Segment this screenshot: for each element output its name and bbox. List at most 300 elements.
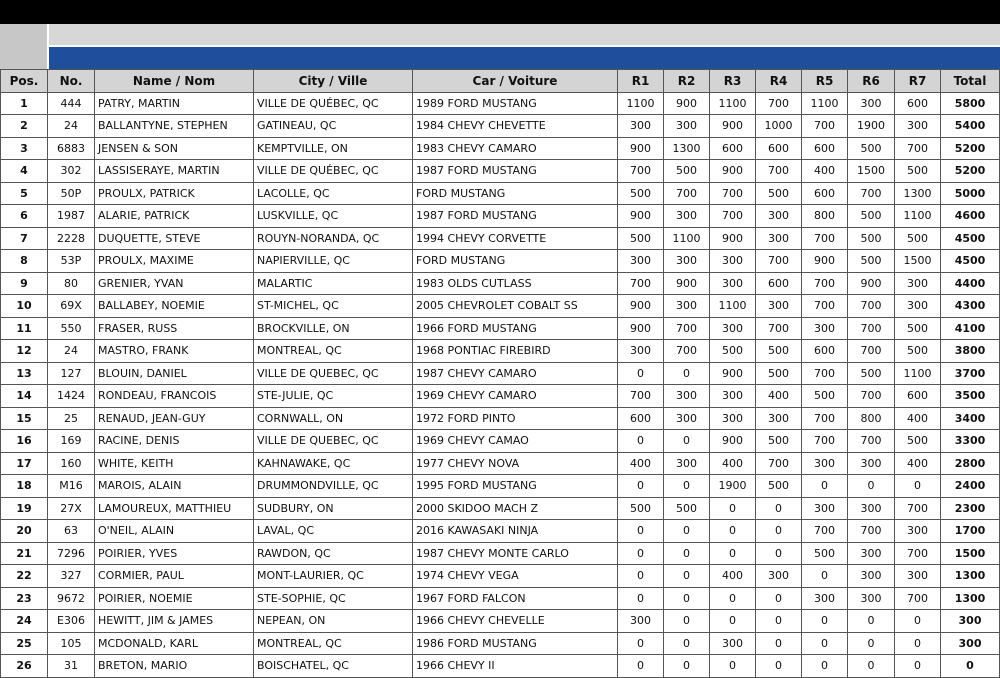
table-row[interactable]	[1, 632, 1000, 655]
r2-cell: 300	[664, 205, 710, 228]
table-row[interactable]	[1, 542, 1000, 565]
r5-cell: 1100	[802, 92, 848, 115]
r1-cell: 0	[618, 655, 664, 678]
number-cell: 31	[48, 655, 95, 678]
number-cell: E306	[48, 610, 95, 633]
number-cell: 50P	[48, 182, 95, 205]
table-row[interactable]	[1, 655, 1000, 678]
r4-cell: 600	[756, 272, 802, 295]
table-row[interactable]	[1, 362, 1000, 385]
table-row[interactable]	[1, 475, 1000, 498]
table-row[interactable]	[1, 205, 1000, 228]
r4-cell: 700	[756, 92, 802, 115]
r2-cell: 0	[664, 610, 710, 633]
r6-cell: 700	[848, 182, 895, 205]
car-cell: 1989 FORD MUSTANG	[413, 92, 618, 115]
r6-cell: 500	[848, 137, 895, 160]
col-header-r7[interactable]: R7	[895, 70, 941, 93]
r1-cell: 700	[618, 272, 664, 295]
total-cell: 5400	[941, 115, 1000, 138]
r2-cell: 700	[664, 317, 710, 340]
r4-cell: 500	[756, 362, 802, 385]
r3-cell: 900	[710, 160, 756, 183]
r4-cell: 0	[756, 587, 802, 610]
r6-cell: 800	[848, 407, 895, 430]
name-cell: DUQUETTE, STEVE	[95, 227, 254, 250]
pos-cell: 3	[1, 137, 48, 160]
number-cell: 24	[48, 115, 95, 138]
r6-cell: 300	[848, 542, 895, 565]
r1-cell: 0	[618, 475, 664, 498]
name-cell: PROULX, MAXIME	[95, 250, 254, 273]
r7-cell: 500	[895, 340, 941, 363]
r7-cell: 300	[895, 272, 941, 295]
r3-cell: 1100	[710, 92, 756, 115]
city-cell: ROUYN-NORANDA, QC	[254, 227, 413, 250]
r7-cell: 1500	[895, 250, 941, 273]
r5-cell: 0	[802, 475, 848, 498]
r5-cell: 600	[802, 182, 848, 205]
r2-cell: 0	[664, 655, 710, 678]
car-cell: FORD MUSTANG	[413, 250, 618, 273]
city-cell: CORNWALL, ON	[254, 407, 413, 430]
number-cell: 9672	[48, 587, 95, 610]
r1-cell: 500	[618, 182, 664, 205]
r1-cell: 0	[618, 542, 664, 565]
r6-cell: 700	[848, 520, 895, 543]
r1-cell: 0	[618, 632, 664, 655]
r5-cell: 400	[802, 160, 848, 183]
r7-cell: 1100	[895, 205, 941, 228]
r6-cell: 500	[848, 250, 895, 273]
standings-body	[1, 92, 1000, 677]
table-row[interactable]	[1, 565, 1000, 588]
table-row[interactable]	[1, 272, 1000, 295]
r1-cell: 0	[618, 520, 664, 543]
r5-cell: 0	[802, 610, 848, 633]
r7-cell: 700	[895, 542, 941, 565]
number-cell: 63	[48, 520, 95, 543]
pos-cell: 24	[1, 610, 48, 633]
r1-cell: 300	[618, 250, 664, 273]
total-cell: 5800	[941, 92, 1000, 115]
city-cell: NAPIERVILLE, QC	[254, 250, 413, 273]
name-cell: ALARIE, PATRICK	[95, 205, 254, 228]
r5-cell: 700	[802, 407, 848, 430]
r2-cell: 0	[664, 587, 710, 610]
r1-cell: 900	[618, 137, 664, 160]
name-cell: LASSISERAYE, MARTIN	[95, 160, 254, 183]
pos-cell: 6	[1, 205, 48, 228]
pos-cell: 13	[1, 362, 48, 385]
number-cell: 302	[48, 160, 95, 183]
r2-cell: 1300	[664, 137, 710, 160]
name-cell: MCDONALD, KARL	[95, 632, 254, 655]
car-cell: 1984 CHEVY CHEVETTE	[413, 115, 618, 138]
table-row[interactable]	[1, 317, 1000, 340]
total-cell: 3300	[941, 430, 1000, 453]
table-row[interactable]	[1, 587, 1000, 610]
pos-cell: 7	[1, 227, 48, 250]
number-cell: 105	[48, 632, 95, 655]
r1-cell: 900	[618, 295, 664, 318]
name-cell: RENAUD, JEAN-GUY	[95, 407, 254, 430]
car-cell: 1983 OLDS CUTLASS	[413, 272, 618, 295]
r5-cell: 600	[802, 340, 848, 363]
r5-cell: 700	[802, 430, 848, 453]
pos-cell: 21	[1, 542, 48, 565]
col-header-r1[interactable]: R1	[618, 70, 664, 93]
pos-cell: 23	[1, 587, 48, 610]
pos-cell: 1	[1, 92, 48, 115]
number-cell: 160	[48, 452, 95, 475]
r2-cell: 0	[664, 520, 710, 543]
r2-cell: 300	[664, 115, 710, 138]
r2-cell: 900	[664, 272, 710, 295]
table-row[interactable]	[1, 115, 1000, 138]
r4-cell: 0	[756, 610, 802, 633]
total-cell: 1500	[941, 542, 1000, 565]
pos-cell: 8	[1, 250, 48, 273]
r5-cell: 700	[802, 520, 848, 543]
car-cell: 1977 CHEVY NOVA	[413, 452, 618, 475]
total-cell: 1700	[941, 520, 1000, 543]
r4-cell: 0	[756, 655, 802, 678]
table-row[interactable]	[1, 385, 1000, 408]
number-cell: 2228	[48, 227, 95, 250]
r2-cell: 0	[664, 542, 710, 565]
name-cell: POIRIER, YVES	[95, 542, 254, 565]
r4-cell: 500	[756, 340, 802, 363]
r2-cell: 300	[664, 407, 710, 430]
city-cell: DRUMMONDVILLE, QC	[254, 475, 413, 498]
r7-cell: 600	[895, 92, 941, 115]
r3-cell: 300	[710, 407, 756, 430]
r6-cell: 1900	[848, 115, 895, 138]
car-cell: 1972 FORD PINTO	[413, 407, 618, 430]
car-cell: 2000 SKIDOO MACH Z	[413, 497, 618, 520]
r1-cell: 500	[618, 227, 664, 250]
name-cell: JENSEN & SON	[95, 137, 254, 160]
name-cell: POIRIER, NOEMIE	[95, 587, 254, 610]
table-row[interactable]	[1, 182, 1000, 205]
col-header-r6[interactable]: R6	[848, 70, 895, 93]
r2-cell: 500	[664, 160, 710, 183]
number-cell: 169	[48, 430, 95, 453]
city-cell: BROCKVILLE, ON	[254, 317, 413, 340]
table-row[interactable]	[1, 520, 1000, 543]
city-cell: VILLE DE QUÉBEC, QC	[254, 160, 413, 183]
name-cell: BLOUIN, DANIEL	[95, 362, 254, 385]
r5-cell: 700	[802, 227, 848, 250]
number-cell: 24	[48, 340, 95, 363]
r4-cell: 300	[756, 565, 802, 588]
number-cell: 6883	[48, 137, 95, 160]
r7-cell: 700	[895, 497, 941, 520]
col-header-total[interactable]: Total	[941, 70, 1000, 93]
pos-cell: 25	[1, 632, 48, 655]
table-row[interactable]	[1, 295, 1000, 318]
number-cell: 127	[48, 362, 95, 385]
r4-cell: 500	[756, 430, 802, 453]
r4-cell: 500	[756, 182, 802, 205]
car-cell: 1987 CHEVY MONTE CARLO	[413, 542, 618, 565]
city-cell: ST-MICHEL, QC	[254, 295, 413, 318]
r5-cell: 0	[802, 632, 848, 655]
r1-cell: 300	[618, 340, 664, 363]
total-cell: 2800	[941, 452, 1000, 475]
city-cell: VILLE DE QUEBEC, QC	[254, 362, 413, 385]
r4-cell: 0	[756, 520, 802, 543]
blue-header-band	[49, 47, 1000, 69]
r7-cell: 600	[895, 385, 941, 408]
table-row[interactable]	[1, 452, 1000, 475]
r3-cell: 900	[710, 115, 756, 138]
r4-cell: 300	[756, 295, 802, 318]
car-cell: 1987 CHEVY CAMARO	[413, 362, 618, 385]
pos-cell: 22	[1, 565, 48, 588]
name-cell: CORMIER, PAUL	[95, 565, 254, 588]
subtitle-band	[49, 24, 1000, 45]
r5-cell: 600	[802, 137, 848, 160]
col-header-no[interactable]: No.	[48, 70, 95, 93]
r7-cell: 0	[895, 632, 941, 655]
r2-cell: 0	[664, 565, 710, 588]
r6-cell: 300	[848, 92, 895, 115]
table-row[interactable]	[1, 610, 1000, 633]
r3-cell: 0	[710, 587, 756, 610]
r2-cell: 300	[664, 385, 710, 408]
total-cell: 5200	[941, 160, 1000, 183]
r7-cell: 500	[895, 160, 941, 183]
r7-cell: 700	[895, 137, 941, 160]
r4-cell: 700	[756, 317, 802, 340]
r6-cell: 500	[848, 205, 895, 228]
city-cell: MONT-LAURIER, QC	[254, 565, 413, 588]
table-row[interactable]	[1, 497, 1000, 520]
r1-cell: 700	[618, 160, 664, 183]
col-header-r2[interactable]: R2	[664, 70, 710, 93]
total-cell: 2300	[941, 497, 1000, 520]
car-cell: 1969 CHEVY CAMARO	[413, 385, 618, 408]
r2-cell: 1100	[664, 227, 710, 250]
number-cell: 25	[48, 407, 95, 430]
city-cell: RAWDON, QC	[254, 542, 413, 565]
city-cell: MALARTIC	[254, 272, 413, 295]
corner-block	[0, 24, 47, 69]
car-cell: 1987 FORD MUSTANG	[413, 160, 618, 183]
car-cell: 2005 CHEVROLET COBALT SS	[413, 295, 618, 318]
car-cell: 1966 FORD MUSTANG	[413, 317, 618, 340]
pos-cell: 10	[1, 295, 48, 318]
total-cell: 4100	[941, 317, 1000, 340]
r5-cell: 700	[802, 362, 848, 385]
city-cell: KEMPTVILLE, ON	[254, 137, 413, 160]
r3-cell: 600	[710, 137, 756, 160]
r7-cell: 1300	[895, 182, 941, 205]
name-cell: BALLABEY, NOEMIE	[95, 295, 254, 318]
r5-cell: 300	[802, 497, 848, 520]
r1-cell: 900	[618, 205, 664, 228]
r6-cell: 700	[848, 385, 895, 408]
r2-cell: 0	[664, 475, 710, 498]
total-cell: 300	[941, 610, 1000, 633]
total-cell: 1300	[941, 587, 1000, 610]
r6-cell: 0	[848, 475, 895, 498]
table-row[interactable]	[1, 227, 1000, 250]
r1-cell: 0	[618, 565, 664, 588]
pos-cell: 18	[1, 475, 48, 498]
r4-cell: 0	[756, 632, 802, 655]
number-cell: 80	[48, 272, 95, 295]
pos-cell: 17	[1, 452, 48, 475]
name-cell: BALLANTYNE, STEPHEN	[95, 115, 254, 138]
table-row[interactable]	[1, 340, 1000, 363]
r1-cell: 0	[618, 430, 664, 453]
r5-cell: 500	[802, 385, 848, 408]
header-row	[1, 70, 1000, 93]
total-cell: 300	[941, 632, 1000, 655]
car-cell: 1987 FORD MUSTANG	[413, 205, 618, 228]
r5-cell: 300	[802, 587, 848, 610]
r5-cell: 900	[802, 250, 848, 273]
r5-cell: 0	[802, 655, 848, 678]
r1-cell: 1100	[618, 92, 664, 115]
city-cell: BOISCHATEL, QC	[254, 655, 413, 678]
car-cell: 1994 CHEVY CORVETTE	[413, 227, 618, 250]
r7-cell: 400	[895, 452, 941, 475]
city-cell: SUDBURY, ON	[254, 497, 413, 520]
r2-cell: 700	[664, 182, 710, 205]
r6-cell: 700	[848, 295, 895, 318]
number-cell: 444	[48, 92, 95, 115]
city-cell: VILLE DE QUEBEC, QC	[254, 430, 413, 453]
r3-cell: 0	[710, 497, 756, 520]
r7-cell: 300	[895, 295, 941, 318]
r3-cell: 0	[710, 520, 756, 543]
total-cell: 4500	[941, 227, 1000, 250]
city-cell: LAVAL, QC	[254, 520, 413, 543]
r1-cell: 600	[618, 407, 664, 430]
col-header-pos[interactable]: Pos.	[1, 70, 48, 93]
r4-cell: 1000	[756, 115, 802, 138]
table-row[interactable]	[1, 407, 1000, 430]
col-header-car[interactable]: Car / Voiture	[413, 70, 618, 93]
total-cell: 3500	[941, 385, 1000, 408]
table-row[interactable]	[1, 92, 1000, 115]
car-cell: 1995 FORD MUSTANG	[413, 475, 618, 498]
number-cell: 550	[48, 317, 95, 340]
r2-cell: 0	[664, 430, 710, 453]
name-cell: WHITE, KEITH	[95, 452, 254, 475]
number-cell: 69X	[48, 295, 95, 318]
r6-cell: 700	[848, 340, 895, 363]
total-cell: 3800	[941, 340, 1000, 363]
r4-cell: 300	[756, 407, 802, 430]
col-header-city[interactable]: City / Ville	[254, 70, 413, 93]
r4-cell: 700	[756, 452, 802, 475]
r1-cell: 300	[618, 115, 664, 138]
total-cell: 5200	[941, 137, 1000, 160]
r6-cell: 300	[848, 565, 895, 588]
r4-cell: 500	[756, 475, 802, 498]
r3-cell: 0	[710, 655, 756, 678]
r3-cell: 1900	[710, 475, 756, 498]
number-cell: 1424	[48, 385, 95, 408]
city-cell: KAHNAWAKE, QC	[254, 452, 413, 475]
car-cell: 1983 CHEVY CAMARO	[413, 137, 618, 160]
city-cell: GATINEAU, QC	[254, 115, 413, 138]
r3-cell: 400	[710, 452, 756, 475]
r6-cell: 0	[848, 632, 895, 655]
r2-cell: 0	[664, 632, 710, 655]
pos-cell: 20	[1, 520, 48, 543]
r4-cell: 300	[756, 227, 802, 250]
city-cell: MONTREAL, QC	[254, 340, 413, 363]
col-header-name[interactable]: Name / Nom	[95, 70, 254, 93]
r3-cell: 1100	[710, 295, 756, 318]
pos-cell: 19	[1, 497, 48, 520]
r4-cell: 300	[756, 205, 802, 228]
name-cell: FRASER, RUSS	[95, 317, 254, 340]
name-cell: LAMOUREUX, MATTHIEU	[95, 497, 254, 520]
r7-cell: 300	[895, 520, 941, 543]
pos-cell: 26	[1, 655, 48, 678]
name-cell: O'NEIL, ALAIN	[95, 520, 254, 543]
r1-cell: 300	[618, 610, 664, 633]
table-row[interactable]	[1, 160, 1000, 183]
r2-cell: 300	[664, 452, 710, 475]
car-cell: 1969 CHEVY CAMAO	[413, 430, 618, 453]
col-header-r4[interactable]: R4	[756, 70, 802, 93]
r5-cell: 700	[802, 272, 848, 295]
total-cell: 3700	[941, 362, 1000, 385]
name-cell: GRENIER, YVAN	[95, 272, 254, 295]
r1-cell: 700	[618, 385, 664, 408]
pos-cell: 16	[1, 430, 48, 453]
r6-cell: 900	[848, 272, 895, 295]
r6-cell: 300	[848, 497, 895, 520]
pos-cell: 5	[1, 182, 48, 205]
r6-cell: 500	[848, 362, 895, 385]
r6-cell: 300	[848, 452, 895, 475]
col-header-r3[interactable]: R3	[710, 70, 756, 93]
r4-cell: 700	[756, 250, 802, 273]
r6-cell: 1500	[848, 160, 895, 183]
r3-cell: 300	[710, 317, 756, 340]
table-row[interactable]	[1, 250, 1000, 273]
name-cell: BRETON, MARIO	[95, 655, 254, 678]
r4-cell: 700	[756, 160, 802, 183]
col-header-r5[interactable]: R5	[802, 70, 848, 93]
r7-cell: 0	[895, 475, 941, 498]
total-cell: 3400	[941, 407, 1000, 430]
number-cell: 53P	[48, 250, 95, 273]
number-cell: 27X	[48, 497, 95, 520]
total-cell: 4400	[941, 272, 1000, 295]
city-cell: VILLE DE QUÉBEC, QC	[254, 92, 413, 115]
table-row[interactable]	[1, 137, 1000, 160]
table-row[interactable]	[1, 430, 1000, 453]
pos-cell: 9	[1, 272, 48, 295]
name-cell: PROULX, PATRICK	[95, 182, 254, 205]
r3-cell: 300	[710, 632, 756, 655]
r5-cell: 700	[802, 295, 848, 318]
r1-cell: 0	[618, 587, 664, 610]
car-cell: 1986 FORD MUSTANG	[413, 632, 618, 655]
city-cell: MONTREAL, QC	[254, 632, 413, 655]
r7-cell: 700	[895, 587, 941, 610]
